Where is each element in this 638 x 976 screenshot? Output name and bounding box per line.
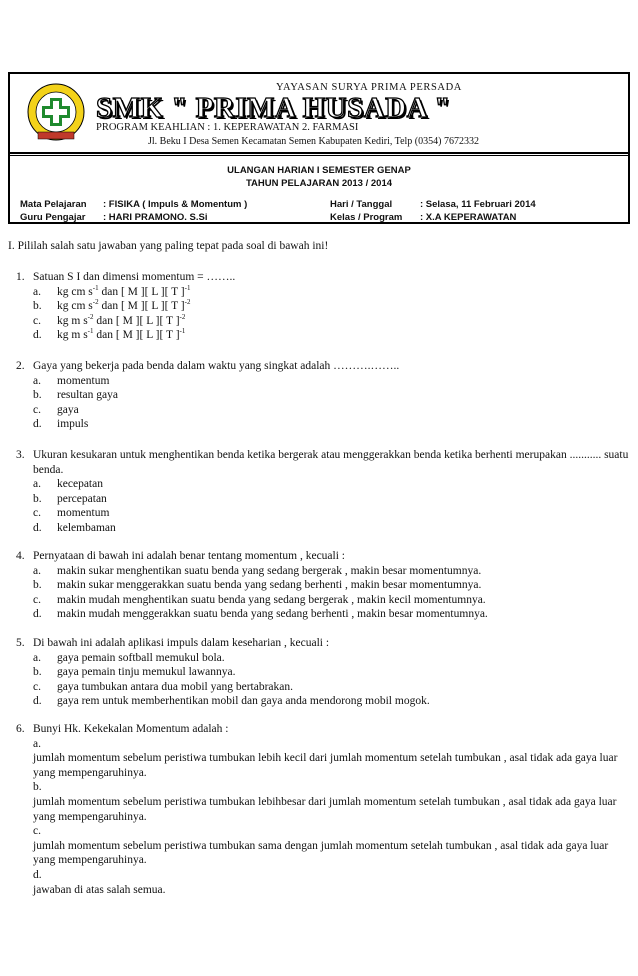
question-number: 5. [16,637,25,649]
day-label: Hari / Tanggal [330,199,393,210]
exam-title [10,164,628,190]
question-number: 4. [16,550,25,562]
option-d[interactable]: d. gaya rem untuk memberhentikan mobil dan gaya anda mendorong mobil mogok. [33,695,430,708]
option-b[interactable]: b. resultan gaya [33,389,118,402]
class-value: : X.A KEPERAWATAN [420,212,517,223]
option-a[interactable]: a. makin sukar menghentikan suatu benda yang sedang bergerak , makin besar momentumnya. [33,564,482,577]
question-stem: Pernyataan di bawah ini adalah benar tentang momentum , kecuali : [33,550,345,562]
option-d[interactable]: d. impuls [33,418,89,431]
day-value: : Selasa, 11 Februari 2014 [420,199,536,210]
question-stem: Satuan S I dan dimensi momentum = …….. [33,271,236,283]
subject-label: Mata Pelajaran [20,199,87,210]
foundation-name: YAYASAN SURYA PRIMA PERSADA [276,82,462,93]
question-4 [16,549,631,622]
exam-title-line: ULANGAN HARIAN I SEMESTER GENAP [227,165,411,176]
option-a[interactable]: a. kecepatan [33,478,103,491]
option-b[interactable]: b. kg cm $s^{-2}$ dan [ M ][ L ][ T ]$^{-2}$ [33,298,191,313]
question-stem: Di bawah ini adalah aplikasi impuls dalam keseharian , kecuali : [33,637,330,649]
question-1 [16,270,631,343]
option-a[interactable]: a.jumlah momentum sebelum peristiwa tumbukan lebih kecil dari jumlah momentum setelah tumbukan , asal tidak ada gaya luar yang mempengaruhinya. [33,737,618,779]
schedule-info [330,198,536,224]
school-name: SMK " PRIMA HUSADA " [96,92,451,124]
instruction: I. Pililah salah satu jawaban yang paling tepat pada soal di bawah ini! [8,240,329,252]
question-number: 2. [16,360,25,372]
option-c[interactable]: c. gaya tumbukan antara dua mobil yang bertabrakan. [33,680,293,693]
letterhead [8,72,630,224]
option-c[interactable]: c. makin mudah menghentikan suatu benda yang sedang bergerak , makin kecil momentumnya. [33,593,486,606]
option-c[interactable]: c. gaya [33,403,79,416]
teacher-value: : HARI PRAMONO. S.Si [103,212,208,223]
question-number: 3. [16,449,25,461]
subject-info [20,198,247,224]
option-b[interactable]: b. makin sukar menggerakkan suatu benda yang sedang berhenti , makin besar momentumnya. [33,579,482,592]
option-c[interactable]: c.jumlah momentum sebelum peristiwa tumbukan sama dengan jumlah momentum setelah tumbukan , asal tidak ada gaya luar yang mempengaruhinya. [33,825,609,867]
option-d[interactable]: d. makin mudah menggerakkan suatu benda yang sedang berhenti , makin besar momentumnya. [33,608,488,621]
class-label: Kelas / Program [330,212,403,223]
question-number: 6. [16,723,25,735]
option-d[interactable]: d. kg m $s^{-1}$ dan [ M ][ L ][ T ]$^{-1}$ [33,327,186,342]
question-stem: Gaya yang bekerja pada benda dalam waktu yang singkat adalah ……….…….. [33,360,400,372]
address-line: Jl. Beku I Desa Semen Kecamatan Semen Kabupaten Kediri, Telp (0354) 7672332 [148,136,479,147]
option-a[interactable]: a. momentum [33,374,110,387]
question-2 [16,359,631,432]
option-a[interactable]: a. gaya pemain softball memukul bola. [33,651,225,664]
header-divider [10,152,628,154]
question-stem: Ukuran kesukaran untuk menghentikan benda ketika bergerak atau menggerakkan benda ketika berhenti merupakan ........... suatu benda. [33,449,629,476]
question-3 [16,448,631,536]
question-stem: Bunyi Hk. Kekekalan Momentum adalah : [33,723,229,735]
option-d[interactable]: d.jawaban di atas salah semua. [33,868,166,896]
option-c[interactable]: c. momentum [33,507,110,520]
question-5 [16,636,631,709]
option-c[interactable]: c. kg m $s^{-2}$ dan [ M ][ L ][ T ]$^{-2}$ [33,312,186,327]
program-line: PROGRAM KEAHLIAN : 1. KEPERAWATAN 2. FARMASI [96,122,359,133]
option-b[interactable]: b. percepatan [33,492,107,505]
question-number: 1. [16,271,25,283]
exam-year-line: TAHUN PELAJARAN 2013 / 2014 [245,178,393,189]
option-b[interactable]: b.jumlah momentum sebelum peristiwa tumbukan lebihbesar dari jumlah momentum setelah tumbukan , asal tidak ada gaya luar yang mempengaruhinya. [33,781,617,823]
question-6 [16,722,638,897]
option-a[interactable]: a. kg cm $s^{-1}$ dan [ M ][ L ][ T ]$^{-1}$ [33,283,191,298]
subject-value: : FISIKA ( Impuls & Momentum ) [103,199,248,210]
teacher-label: Guru Pengajar [20,212,86,223]
option-b[interactable]: b. gaya pemain tinju memukul lawannya. [33,666,236,679]
header-divider-thin [10,155,628,156]
option-d[interactable]: d. kelembaman [33,521,116,534]
